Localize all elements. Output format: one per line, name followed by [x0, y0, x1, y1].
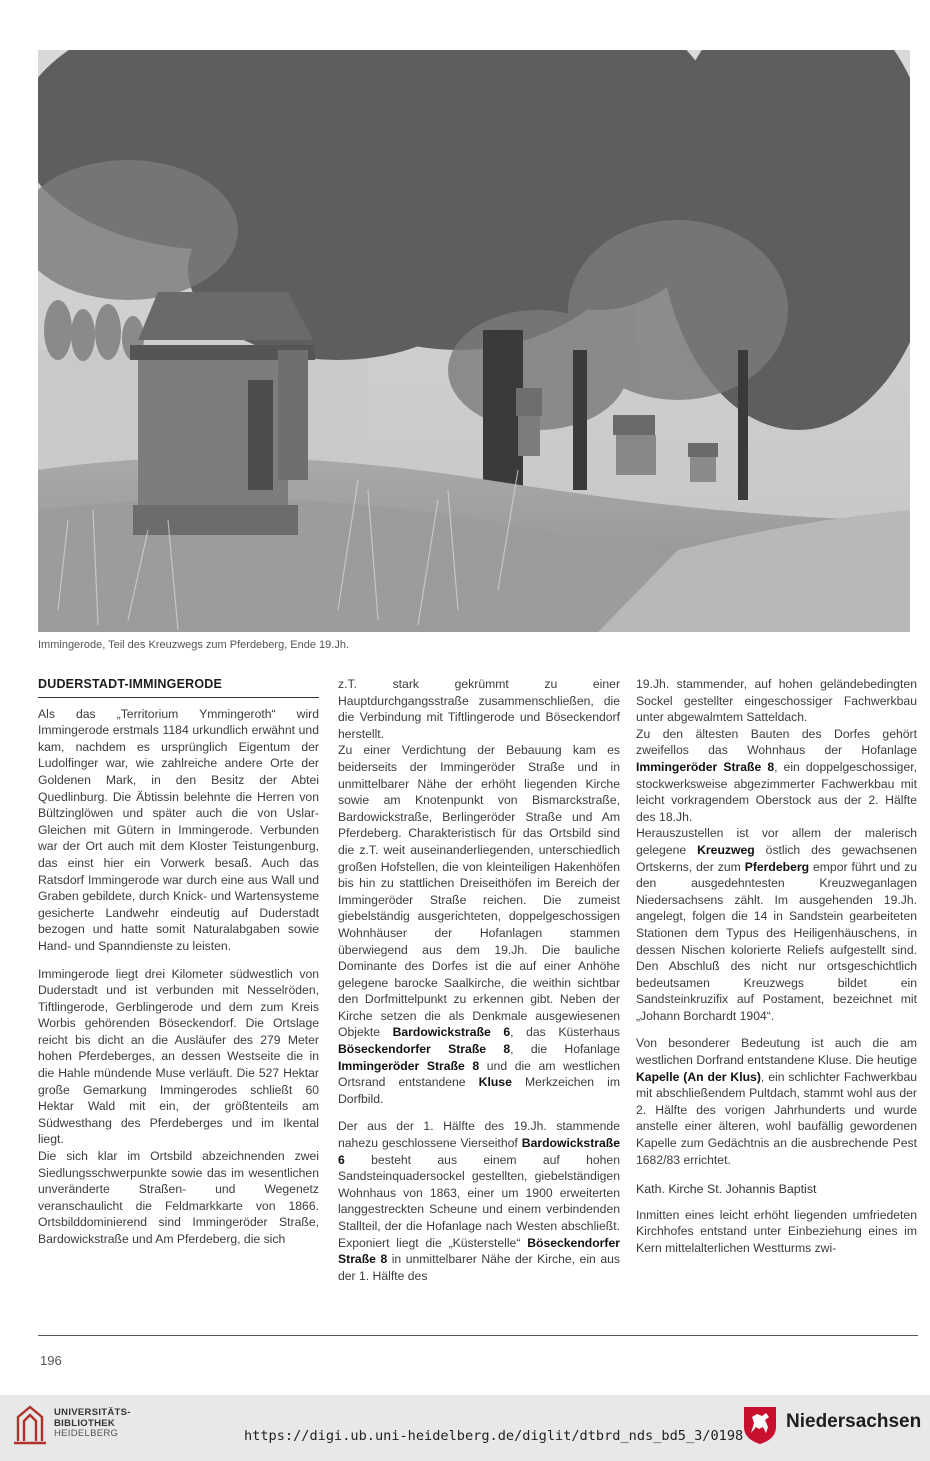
- text-column-1: [38, 676, 319, 1248]
- paragraph: Der aus der 1. Hälfte des 19.Jh. stammende nahezu geschlossene Vierseithof Bardowickstraße 6 besteht aus einem auf hohen Sandsteinquadersockel gestellten, giebelständigen Wohnhaus von 1863, einer um 1900 erweiterten langgestreckten Scheune und einem verbindenden Stallteil, der die Hofanlage nach Westen abschließt. Exponiert liegt die „Küsterstelle“ Böseckendorfer Straße 8 in unmittelbarer Nähe der Kirche, ein aus der 1. Hälfte des: [338, 1119, 620, 1283]
- paragraph: Von besonderer Bedeutung ist auch die am westlichen Dorfrand entstandene Kluse. Die heutige Kapelle (An der Klus), ein schlichter Fachwerkbau mit abschließendem Pultdach, stammt wohl aus der 2. Hälfte des vorigen Jahrhunderts und wurde anstelle einer älteren, wohl baufällig gewordenen Kapelle zum Gedächtnis an die ausbrechende Pest 1682/83 errichtet.: [636, 1036, 917, 1167]
- article-heading: DUDERSTADT-IMMINGERODE: [38, 676, 319, 698]
- footer-divider: [38, 1335, 918, 1336]
- university-library-logo-icon[interactable]: [12, 1401, 48, 1447]
- monument-link: Böseckendorfer Straße 8: [338, 1235, 620, 1267]
- photograph-kreuzweg: [38, 50, 910, 632]
- monument-link: Immingeröder Straße 8: [636, 759, 775, 774]
- paragraph: Als das „Territorium Ymmingeroth“ wird Immingerode erstmals 1184 urkundlich erwähnt und kam, nachdem es ursprünglich Eigentum der Ludolfinger war, wie zahlreiche andere Orte der Goldenen Mark, in den Besitz der Abtei Quedlinburg. Die Äbtissin belehnte die Herren von Bültzinglöwen und später auch die von Uslar-Gleichen mit Gütern in Immingerode. Verbunden war der Ort auch mit dem Kloster Teistungenburg, das einst hier ein Vorwerk besaß. Auch das Ratsdorf Immingerode war durch eine aus Wall und Graben gebildete, durch Knick- und Wartensysteme gesicherte Landwehr eindeutig auf Duderstadt bezogen und hatte somit Naturalabgaben sowie Hand- und Spanndienste zu leisten.: [38, 706, 319, 953]
- monument-link: Böseckendorfer Straße 8: [338, 1042, 511, 1057]
- photograph-icon: [38, 50, 910, 632]
- text-column-2: [338, 676, 620, 1284]
- paragraph: Herauszustellen ist vor allem der malerisch gelegene Kreuzweg östlich des gewachsenen Ortskerns, der zum Pferdeberg empor führt und zu den ausgedehntesten Kreuzweganlagen Niedersachsens zählt. Im ausgehenden 19.Jh. angelegt, folgen die 14 in Sandstein gearbeiteten Stationen dem Typus des Heiligenhäuschens, in dessen Nischen kolorierte Reliefs aufgestellt sind. Den Abschluß des nicht nur ortsgeschichtlich bedeutsamen Kreuzwegs bildet ein Sandsteinkruzifix auf Postament, bezeichnet mit „Johann Borchardt 1904“.: [636, 826, 917, 1023]
- permalink-url[interactable]: https://digi.ub.uni-heidelberg.de/diglit/dtbrd_nds_bd5_3/0198: [244, 1428, 744, 1444]
- section-subheading: Kath. Kirche St. Johannis Baptist: [636, 1182, 817, 1197]
- paragraph: 19.Jh. stammender, auf hohen geländebedingten Sockel gestellter eingeschossiger Fachwerkbau unter abgewalmtem Satteldach.: [636, 677, 917, 725]
- monument-link: Kluse: [478, 1075, 512, 1090]
- monument-link: Bardowickstraße 6: [338, 1136, 620, 1167]
- monument-link: Kreuzweg: [697, 842, 755, 857]
- monument-link: Bardowickstraße 6: [392, 1025, 511, 1040]
- photo-caption: Immingerode, Teil des Kreuzwegs zum Pferdeberg, Ende 19.Jh.: [38, 639, 350, 651]
- paragraph: Inmitten eines leicht erhöht liegenden umfriedeten Kirchhofes entstand unter Einbeziehung eines im Kern mittelalterlichen Westturms zwi-: [636, 1207, 917, 1255]
- page-number: 196: [40, 1353, 62, 1368]
- paragraph: Immingerode liegt drei Kilometer südwestlich von Duderstadt und ist verbunden mit Nesselröden, Tiftlingerode, Gerblingerode und dem zum Kreis Worbis gehörenden Böseckendorf. Die Ortslage reicht bis dicht an die Ausläufer des 279 Meter hohen Pferdeberges, an dessen Westseite die in die Hahle mündende Muse verläuft. Die 527 Hektar große Gemarkung Immingerodes schließt 60 Hektar Wald mit ein, der größtenteils am Südwesthang des Pferdeberges und im Ikental liegt.: [38, 966, 319, 1147]
- paragraph: Zu einer Verdichtung der Bebauung kam es beiderseits der Immingeröder Straße und in unmittelbarer Nähe der erhöht liegenden Kirche sowie am Knotenpunkt von Bismarckstraße, Bardowickstraße, Berlingeröder Straße und Am Pferdeberg. Charakteristisch für das Ortsbild sind die z.T. weit auseinanderliegenden, unterschiedlich großen Hofstellen, die von kleinteiligen Hakenhöfen bis hin zu stattlichen Dreiseithöfen im Bereich der Immingeröder Straße reichen. Die zumeist giebelständig ausgerichteten, doppelgeschossigen Wohnhäuser der Hofanlagen stammen überwiegend aus dem 19.Jh. Die bauliche Dominante des Dorfes ist die auf einer Anhöhe gelegene barocke Saalkirche, die weithin sichtbar den Dorfmittelpunkt zu erkennen gibt. Neben der Kirche setzen die als Denkmale ausgewiesenen Objekte Bardowickstraße 6, das Küsterhaus Böseckendorfer Straße 8, die Hofanlage Immingeröder Straße 8 und die am westlichen Ortsrand entstandene Kluse Merkzeichen im Dorfbild.: [338, 743, 620, 1106]
- state-name[interactable]: Niedersachsen: [786, 1411, 922, 1432]
- lower-saxony-coat-of-arms-icon[interactable]: [742, 1405, 778, 1445]
- paragraph: Zu den ältesten Bauten des Dorfes gehört zweifellos das Wohnhaus der Hofanlage Immingeröder Straße 8, ein doppelgeschossiger, stockwerksweise abgezimmerter Fachwerkbau mit leicht vorkragendem Oberstock aus der 2. Hälfte des 18.Jh.: [636, 726, 918, 824]
- monument-link: Kapelle (An der Klus): [636, 1069, 761, 1084]
- paragraph: Die sich klar im Ortsbild abzeichnenden zwei Siedlungsschwerpunkte sowie das im wesentlichen unveränderte Straßen- und Wegenetz veranschaulicht die Feldmarkkarte von 1866. Ortsbilddominierend sind Immingeröder Straße, Bardowickstraße und Am Pferdeberg, die sich: [38, 1149, 319, 1246]
- paragraph: z.T. stark gekrümmt zu einer Hauptdurchgangsstraße zusammenschließen, die die Verbindung mit Tiftlingerode und Böseckendorf herstellt.: [338, 677, 620, 741]
- monument-link: Pferdeberg: [744, 859, 810, 874]
- monument-link: Immingeröder Straße 8: [338, 1058, 480, 1073]
- text-column-3: [636, 676, 917, 1257]
- university-library-name[interactable]: UNIVERSITÄTS- BIBLIOTHEK HEIDELBERG: [54, 1407, 131, 1439]
- digitization-footer: [0, 1395, 930, 1461]
